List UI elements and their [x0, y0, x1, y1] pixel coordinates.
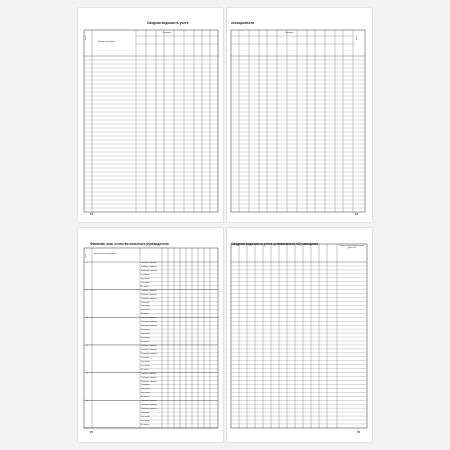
subject-row-label: Год. оценка: [141, 361, 150, 363]
subject-row-label: I четверть, триместр: [141, 263, 157, 264]
grid-border: [84, 30, 218, 212]
bottom-left-title: Фамилия, имя, отчество классного руководителя: [90, 242, 169, 246]
bottom-left-name-header: Фамилия и имя обучающегося: [94, 254, 117, 255]
bottom-right-title: Сводная ведомость учёта успеваемости обучающихся: [231, 242, 319, 246]
subject-row-label: Ит. оценка: [141, 424, 149, 426]
top-right-page: [227, 8, 372, 222]
subject-row-label: I четверть, триместр: [141, 318, 157, 320]
subject-row-label: III четверть, триместр: [141, 326, 158, 328]
subject-row-label: Год. оценка: [141, 306, 150, 308]
subject-row-label: Экз. оценка: [141, 365, 150, 367]
block-number: 4: [87, 345, 88, 347]
top-left-name-header: Фамилия обучающихся: [98, 42, 116, 43]
subject-row-label: Экз. оценка: [141, 338, 150, 340]
subject-row-label: Экз. оценка: [141, 421, 150, 422]
grid-border: [231, 30, 365, 212]
subject-row-label: IV четверть: [141, 330, 150, 332]
subject-row-label: Экз. оценка: [141, 393, 150, 395]
subject-row-label: III четверть, триместр: [141, 381, 158, 383]
subject-row-label: II четверть, триместр: [141, 322, 157, 324]
top-left-page-number: 73: [90, 213, 93, 216]
subject-row-label: II четверть, триместр: [141, 349, 157, 351]
subject-row-label: Ит. оценка: [141, 314, 149, 316]
top-right-title: посещаемости: [231, 21, 255, 25]
subject-row-label: Год. оценка: [141, 417, 150, 419]
block-number: 1: [87, 263, 88, 264]
bottom-right-page-number: 76: [357, 431, 360, 434]
subject-row-label: II четверть, триместр: [141, 266, 157, 268]
grid-border: [231, 244, 367, 428]
top-left-page: [78, 8, 223, 222]
block-number: 2: [87, 290, 88, 292]
subject-row-label: Год. оценка: [141, 334, 150, 336]
subject-row-label: IV четверть: [141, 302, 150, 304]
subject-row-label: I четверть, триместр: [141, 290, 157, 292]
subject-row-label: IV четверть: [141, 274, 150, 276]
subject-row-label: Год. оценка: [141, 389, 150, 391]
subject-row-label: Ит. оценка: [141, 369, 149, 371]
subject-row-label: II четверть, триместр: [141, 294, 157, 296]
subject-row-label: III четверть, триместр: [141, 409, 158, 411]
subject-row-label: Год. оценка: [141, 278, 150, 280]
top-right-page-number: 73: [355, 213, 358, 216]
subject-row-label: Ит. оценка: [141, 397, 149, 399]
bottom-right-note-header: Решение педагогического совета (дата и №): [339, 246, 365, 249]
subject-row-label: I четверть, триместр: [141, 345, 157, 347]
subject-row-label: III четверть, триместр: [141, 298, 158, 300]
subject-row-label: IV четверть: [141, 385, 150, 387]
bottom-left-num-header: № п/п: [86, 253, 87, 258]
bottom-left-page-number: 76: [90, 431, 93, 434]
subject-row-label: III четверть, триместр: [141, 353, 158, 355]
bottom-left-page: [78, 228, 223, 442]
subject-row-label: II четверть, триместр: [141, 405, 157, 407]
subject-row-label: III четверть, триместр: [141, 270, 158, 272]
subject-row-label: Ит. оценка: [141, 286, 149, 288]
subject-row-label: IV четверть: [141, 357, 150, 359]
subject-row-label: Экз. оценка: [141, 310, 150, 312]
top-left-num-header: № п/п: [86, 35, 87, 40]
top-left-title: Сводная ведомость учёта: [147, 21, 189, 25]
bottom-right-page: [227, 228, 372, 442]
attendance-grid-left: [78, 8, 223, 222]
subject-row-label: I четверть, триместр: [141, 373, 157, 375]
subject-row-label: I четверть, триместр: [141, 401, 157, 403]
attendance-grid-right: [227, 8, 372, 222]
grades-grid-right: [227, 228, 372, 442]
subject-row-label: IV четверть: [141, 413, 150, 415]
subject-row-label: Экз. оценка: [141, 282, 150, 284]
block-number: 6: [87, 401, 88, 403]
block-number: 3: [87, 318, 88, 320]
subject-row-label: Ит. оценка: [141, 342, 149, 343]
top-right-num-header: № п/п: [357, 35, 358, 40]
top-right-group-header: Пропущено: [285, 33, 294, 34]
subject-row-label: II четверть, триместр: [141, 377, 157, 379]
top-left-group-header: Пропущено: [163, 33, 172, 34]
block-number: 5: [87, 373, 88, 375]
